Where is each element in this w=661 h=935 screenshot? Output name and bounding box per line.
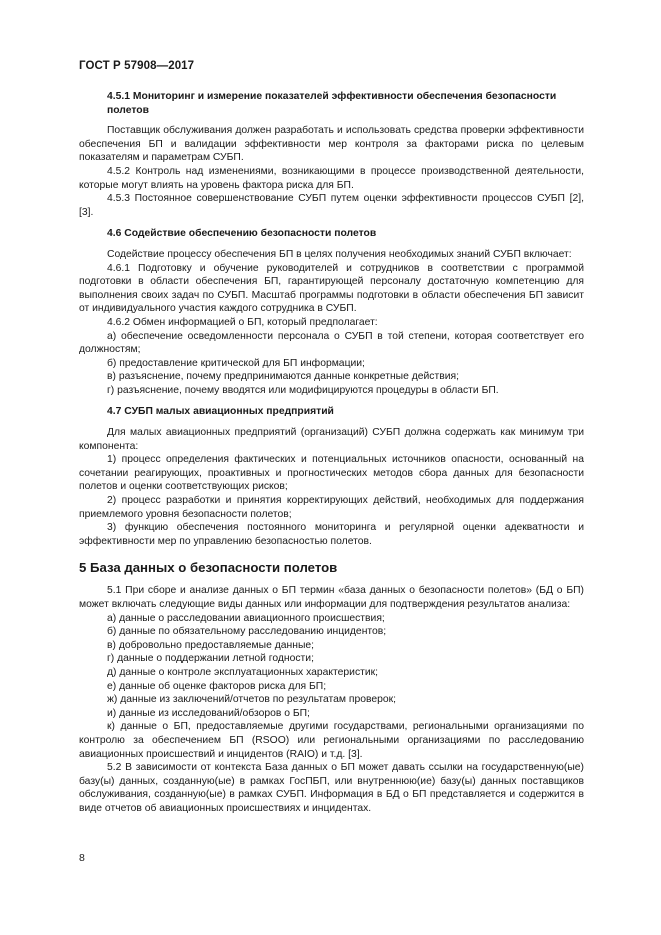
paragraph-4-6-2: 4.6.2 Обмен информацией о БП, который предполагает: bbox=[107, 316, 378, 328]
list-item: г) разъяснение, почему вводятся или модифицируются процедуры в области БП. bbox=[107, 384, 499, 396]
list-item: 1) процесс определения фактических и потенциальных источников опасности, основанный на сочетании реагирующих, проактивных и прогностических методов сбора данных для безопасности полетов и оценки соответствующих рисков; bbox=[79, 454, 584, 493]
list-item: а) обеспечение осведомленности персонала о СУБП в той степени, которая соответствует его должностям; bbox=[79, 330, 584, 356]
paragraph-4-6-1: 4.6.1 Подготовку и обучение руководителей и сотрудников в соответствии с программой подготовки в области обеспечения БП, гарантирующей персоналу достаточную компетенцию для выполнения своих задач по СУБП. Масштаб программы подготовки в области обеспечения БП зависит от индивидуального участия каждого сотрудника в СУБП. bbox=[79, 262, 584, 315]
list-item: е) данные об оценке факторов риска для БП; bbox=[107, 680, 327, 692]
heading-section-5: 5 База данных о безопасности полетов bbox=[79, 560, 338, 576]
heading-4-6: 4.6 Содействие обеспечению безопасности полетов bbox=[107, 228, 377, 240]
paragraph-4-5-2: 4.5.2 Контроль над изменениями, возникающими в процессе производственной деятельности, которые могут влиять на уровень фактора риска для БП. bbox=[79, 165, 584, 191]
heading-4-7: 4.7 СУБП малых авиационных предприятий bbox=[107, 406, 334, 418]
list-item: б) предоставление критической для БП информации; bbox=[107, 357, 365, 369]
paragraph-4-5-3: 4.5.3 Постоянное совершенствование СУБП путем оценки эффективности процессов СУБП [2], [3]. bbox=[79, 193, 584, 218]
list-item: в) разъяснение, почему предпринимаются данные конкретные действия; bbox=[107, 371, 459, 383]
list-item: а) данные о расследовании авиационного происшествия; bbox=[107, 612, 385, 624]
list-item: в) добровольно предоставляемые данные; bbox=[107, 639, 315, 651]
paragraph-5-1: 5.1 При сборе и анализе данных о БП термин «база данных о безопасности полетов» (БД о БП) может включать следующие виды данных или информации для подтверждения результатов анализа: bbox=[79, 585, 584, 610]
heading-4-5-1: 4.5.1 Мониторинг и измерение показателей эффективности обеспечения безопасности полетов bbox=[107, 91, 557, 116]
list-item: г) данные о поддержании летной годности; bbox=[107, 653, 314, 665]
document-body bbox=[79, 90, 584, 816]
list-item: б) данные по обязательному расследованию инцидентов; bbox=[107, 626, 387, 638]
paragraph-4-6-intro: Содействие процессу обеспечения БП в целях получения необходимых знаний СУБП включает: bbox=[107, 248, 572, 260]
list-item: 2) процесс разработки и принятия корректирующих действий, необходимых для поддержания приемлемого уровня безопасности полетов; bbox=[79, 495, 584, 520]
paragraph-5-2: 5.2 В зависимости от контекста База данных о БП может давать ссылки на государственную(ые) базу(ы) данных, созданную(ые) в рамках ГосПБП, или внутреннюю(ие) базу(ы) данных поставщиков обслуживания, созданную(ые) в рамках СУБП. Информация в БД о БП представляется и содержится в виде отчетов об авиационных происшествиях и инцидентах. bbox=[79, 762, 584, 814]
list-item: ж) данные из заключений/отчетов по результатам проверок; bbox=[107, 694, 397, 706]
list-item: к) данные о БП, предоставляемые другими государствами, региональными организациями по контролю за обеспечением БП (RSOO) или региональными организациями по расследованию авиационных происшествий и инцидентов (RAIO) и т.д. [3]. bbox=[79, 721, 584, 760]
document-code: ГОСТ Р 57908—2017 bbox=[79, 60, 195, 72]
paragraph-4-5-1: Поставщик обслуживания должен разработать и использовать средства проверки эффективности обеспечения БП и валидации эффективности мер контроля за факторами риска по целевым показателям и параметрам СУБП. bbox=[79, 125, 584, 164]
list-item: д) данные о контроле эксплуатационных характеристик; bbox=[107, 666, 379, 678]
page-number: 8 bbox=[79, 852, 85, 864]
paragraph-4-7-intro: Для малых авиационных предприятий (организаций) СУБП должна содержать как минимум три компонента: bbox=[79, 427, 584, 452]
list-item: 3) функцию обеспечения постоянного мониторинга и регулярной оценки адекватности и эффективности мер по управлению безопасностью полетов. bbox=[79, 522, 584, 547]
list-item: и) данные из исследований/обзоров о БП; bbox=[107, 707, 310, 719]
